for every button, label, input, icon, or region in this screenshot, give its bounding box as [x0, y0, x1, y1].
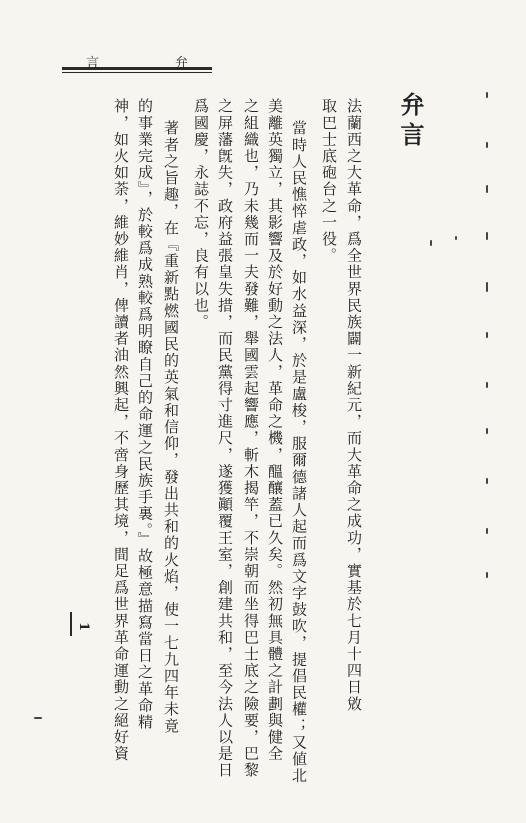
running-head-rule-bottom [62, 72, 212, 73]
margin-mark [486, 382, 488, 388]
margin-mark [486, 528, 488, 534]
margin-mark [486, 478, 488, 484]
margin-mark [486, 92, 488, 98]
margin-mark [486, 282, 488, 292]
section-title: 弁言 [396, 92, 425, 152]
margin-mark [486, 232, 488, 240]
footer-rule [70, 612, 72, 636]
margin-mark [486, 332, 488, 338]
page-number: 1 [76, 622, 91, 632]
text-column-2: 取巴士底砲台之一役。 [320, 98, 338, 264]
margin-mark [455, 236, 457, 240]
text-column-3: 當時人民憔悴虐政，如水益深，於是盧梭，服爾德諸人起而爲文字鼓吹，提倡民權；又値北 [290, 120, 308, 784]
margin-mark [430, 240, 432, 246]
margin-mark [486, 142, 488, 148]
text-column-8: 著者之旨趣，在『重新點燃國民的英氣和信仰，發出共和的火焰，使一七九四年未竟 [162, 120, 180, 735]
text-column-6: 之屏藩旣失，政府益張皇失措，而民黨得寸進尺，遂獲顚覆王室，創建共和，至今法人以是日 [216, 98, 234, 779]
running-head-rule-top [62, 67, 212, 70]
text-column-10: 神，如火如荼，維妙維肖，俾讀者油然興起，不啻身歷其境，間足爲世界革命運動之絕好資 [112, 98, 130, 762]
margin-mark [486, 572, 488, 578]
running-head-left: 言 [86, 56, 101, 71]
text-column-5: 之組織也，乃未幾而一夫發難，舉國雲起響應，斬木揭竿，不崇朝而坐得巴士底之險要，巴黎 [242, 98, 260, 779]
running-head-right: 弁 [175, 56, 190, 71]
margin-mark [486, 185, 488, 193]
text-column-4: 美離英獨立，其影響及於好動之法人，革命之機，醞釀蓋已久矣。然初無具體之計劃與健全 [266, 98, 284, 762]
text-column-9: 的事業完成』，於較爲成熟較爲明瞭自己的命運之民族手裏。』故極意描寫當日之革命精 [136, 98, 154, 731]
text-column-7: 爲國慶，永誌不忘，良有以也。 [192, 98, 210, 331]
text-column-1: 法蘭西之大革命，爲全世界民族闢一新紀元，而大革命之成功，實基於七月十四日敓 [345, 98, 363, 713]
margin-mark [34, 717, 42, 719]
margin-mark [486, 428, 488, 434]
